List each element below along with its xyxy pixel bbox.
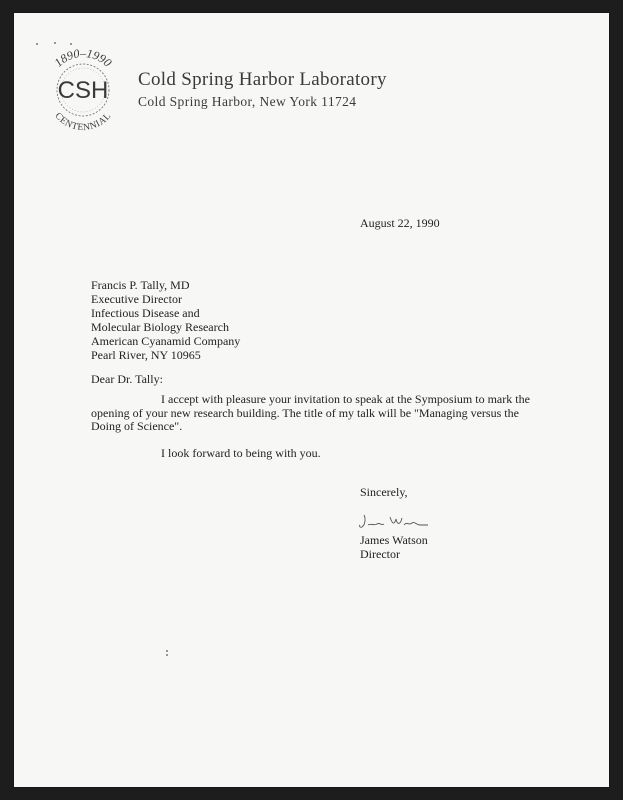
- paper-speck: [166, 654, 168, 656]
- recipient-line: Executive Director: [91, 292, 182, 306]
- recipient-line: Infectious Disease and: [91, 306, 200, 320]
- handwritten-signature: [354, 509, 434, 533]
- body-paragraph: I look forward to being with you.: [161, 445, 321, 460]
- letter-page: [14, 13, 609, 787]
- closing: Sincerely,: [360, 485, 408, 499]
- letter-date: August 22, 1990: [360, 216, 440, 230]
- csh-centennial-logo: [38, 45, 128, 135]
- paper-speck: [36, 43, 38, 45]
- paper-speck: [54, 42, 56, 44]
- letter-body: [91, 393, 531, 473]
- recipient-line: American Cyanamid Company: [91, 334, 241, 348]
- recipient-address: [91, 278, 240, 362]
- svg-text:1890–1990: [51, 46, 114, 70]
- logo-initials: CSH: [57, 77, 109, 104]
- body-paragraph: I accept with pleasure your invitation to speak at the Symposium to mark the opening of your new research building. The title of my talk will be "Managing versus the Doing of Science".: [91, 392, 530, 434]
- svg-text:CENTENNIAL: [53, 111, 114, 133]
- paper-speck: [166, 650, 168, 652]
- salutation: Dear Dr. Tally:: [91, 372, 163, 386]
- signer-name: James Watson: [360, 533, 428, 547]
- signer-block: [360, 533, 428, 561]
- organization-address: Cold Spring Harbor, New York 11724: [138, 94, 357, 109]
- recipient-line: Francis P. Tally, MD: [91, 278, 190, 292]
- logo-banner: CENTENNIAL: [52, 111, 114, 134]
- paper-speck: [70, 43, 72, 45]
- signer-title: Director: [360, 547, 400, 561]
- recipient-line: Molecular Biology Research: [91, 320, 229, 334]
- recipient-line: Pearl River, NY 10965: [91, 348, 201, 362]
- organization-name: Cold Spring Harbor Laboratory: [138, 69, 387, 90]
- logo-years: 1890–1990: [51, 46, 115, 70]
